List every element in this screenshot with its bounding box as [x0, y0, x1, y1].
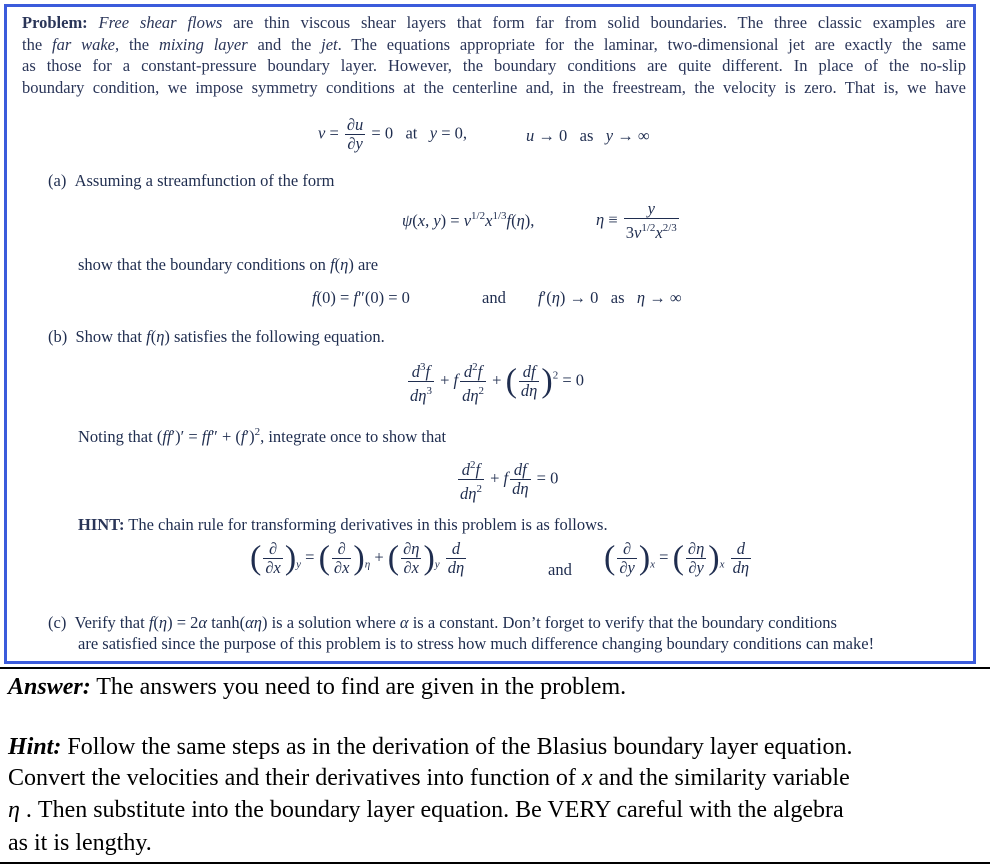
hint-line-2: Convert the velocities and their derivatives into function of x and the similarity variable [8, 765, 850, 791]
f-boundary-conditions: f(0) = f″(0) = 0 [312, 288, 410, 307]
intro-line-4: boundary condition, we impose symmetry conditions at the centerline and, in the freestream, the velocity is zero. That is, we have [22, 77, 966, 97]
chain-rule-x: ( $\frac{\partial}{\partial x}$ )$_y$ = ( $\frac{\partial}{\partial x}$ )$_\eta$ + ( $\frac{\partial\eta}{\partial x}$ )$_y$ $\frac{d}{d\eta}$ [250, 539, 465, 577]
part-a-intro: (a) Assuming a streamfunction of the form [48, 171, 335, 190]
part-c-line-1: (c) Verify that f(η) = 2α tanh(αη) is a solution where α is a constant. Don’t forget to verify that the boundary conditions [48, 613, 837, 632]
chain-rule-y: ( $\frac{\partial}{\partial y}$ )$_x$ = ( $\frac{\partial\eta}{\partial y}$ )$_x$ $\frac{d}{d\eta}$ [604, 539, 750, 577]
intro-line-3: as those for a constant-pressure boundary layer. However, the boundary conditions are quite different. In place of the no-slip [22, 56, 966, 75]
part-c-line-2: are satisfied since the purpose of this problem is to stress how much difference changing boundary conditions can make! [78, 634, 875, 653]
intro-line-1: Problem: Free shear flows are thin viscous shear layers that form far from solid boundaries. The three classic examples are [22, 13, 966, 32]
second-order-ode: $\frac{d^2f}{d\eta^2}$ + f $\frac{df}{d\eta}$ = 0 [460, 459, 559, 503]
chain-and: and [548, 560, 572, 579]
divider-bottom [0, 862, 990, 864]
part-b-intro: (b) Show that f(η) satisfies the following equation. [48, 327, 385, 346]
noting-text: Noting that $(ff')' = ff'' + (f')^2$, integrate once to show that [78, 426, 447, 446]
streamfunction-equation: ψ(x, $y) = \nu^{1/2}x^{1/3}f(\eta)$, [402, 210, 535, 230]
problem-intro [22, 12, 966, 98]
bc-equation: v = $\frac{\partial u}{\partial y}$ = 0 at y = 0, [318, 115, 468, 153]
answer-line: Answer: The answers you need to find are given in the problem. [8, 674, 627, 700]
bc-equation-freestream: u → 0 as y → ∞ [526, 126, 650, 145]
hint-line-1: Hint: Follow the same steps as in the derivation of the Blasius boundary layer equation. [8, 734, 853, 760]
hint-chain-rule: HINT: The chain rule for transforming derivatives in this problem is as follows. [78, 515, 608, 534]
intro-line-2: the far wake, the mixing layer and the jet. The equations appropriate for the laminar, two-dimensional jet are exactly the same [22, 34, 966, 54]
third-order-ode: $\frac{d^3f}{d\eta^3}$ + f $\frac{d^2f}{d\eta^2}$ + ( $\frac{df}{d\eta}$ )$^2$ = 0 [410, 361, 584, 405]
hint-line-3: η . Then substitute into the boundary layer equation. Be VERY careful with the algebra [8, 797, 844, 823]
bc-and: and [482, 288, 506, 307]
hint-line-4: as it is lengthy. [8, 830, 152, 856]
show-bc-text: show that the boundary conditions on f(η) are [78, 255, 379, 274]
eta-definition: η ≡ $\frac{y}{3\nu^{1/2}x^{2/3}}$ [596, 199, 677, 242]
f-prime-condition: f′(η) → 0 as η → ∞ [538, 288, 682, 307]
divider-top [0, 667, 990, 669]
